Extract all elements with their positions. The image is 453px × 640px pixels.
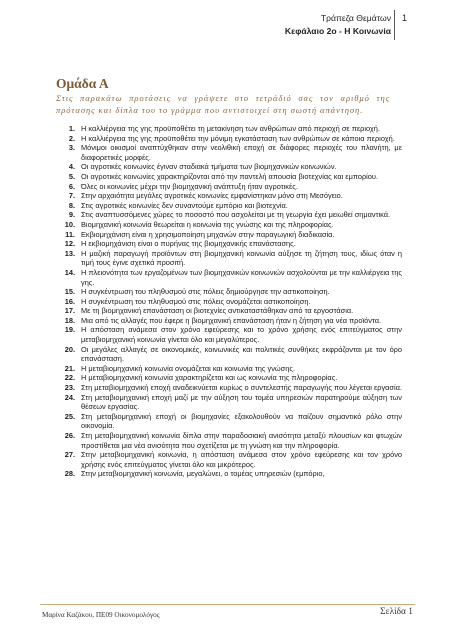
question-number: 5. [68, 171, 75, 181]
question-text: Στη μεταβιομηχανική κοινωνία δίπλα στην παραδοσιακή ανισότητα μεταξύ πλουσίων και φτωχών προστίθεται μια νέα ανισότητα που σχετίζεται με τη γνώση και την πληροφορία. [81, 431, 402, 450]
question-item [54, 268, 402, 287]
question-item [54, 172, 402, 182]
question-text: Η συγκέντρωση του πληθυσμού στις πόλεις ονομάζεται αστικοποίηση. [81, 296, 311, 306]
question-item [54, 124, 402, 134]
question-text: Στη μεταβιομηχανική εποχή μαζί με την αύξηση του τομέα υπηρεσιών παρατηρούμε αύξηση των θέσεων εργασίας. [81, 392, 402, 412]
question-item [54, 383, 402, 393]
question-number: 15. [64, 287, 75, 297]
question-number: 24. [64, 392, 75, 402]
question-item [54, 325, 402, 344]
question-text: Η απόσταση ανάμεσα στον χρόνο εφεύρεσης και το χρόνο χρήσης ενός επιτεύγματος στην μεταβιομηχανική κοινωνία γίνεται όλο και μεγαλύτερος. [81, 325, 402, 345]
question-text: Όλες οι κοινωνίες μέχρι την βιομηχανική ανάπτυξη ήταν αγροτικές. [81, 181, 298, 191]
header-bank-title: Τράπεζα Θεμάτων [320, 13, 391, 23]
question-item [54, 143, 402, 162]
question-text: Η μεταβιομηχανική κοινωνία χαρακτηρίζεται και ως κοινωνία της πληροφορίας. [81, 373, 338, 383]
question-text: Στη μεταβιομηχανική εποχή αναδεικνύεται κυρίως ο συντελεστής παραγωγής που λέγεται εργασία. [81, 383, 402, 393]
question-number: 6. [68, 181, 75, 191]
question-text: Οι μεγάλες αλλαγές σε οικονομικές, κοινωνικές και πολιτικές συνθήκες εκφράζονται με τον όρο επανάσταση. [81, 344, 402, 364]
question-item [54, 364, 402, 374]
question-item [54, 450, 402, 469]
question-number: 17. [64, 306, 75, 316]
question-text: Μια από τις αλλαγές που έφερε η βιομηχανική επανάσταση ήταν η ζήτηση για νέα προϊόντα. [81, 315, 382, 325]
question-text: Στις αναπτυσσόμενες χώρες το ποσοστό που ασχολείται με τη γεωργία έχει μειωθεί σημαντικά. [81, 210, 391, 220]
question-item [54, 210, 402, 220]
question-item [54, 469, 402, 479]
question-item [54, 287, 402, 297]
question-number: 19. [64, 325, 75, 335]
header-divider [394, 10, 395, 40]
question-item [54, 393, 402, 412]
question-number: 11. [65, 229, 75, 239]
question-number: 28. [64, 469, 75, 479]
question-item [54, 306, 402, 316]
question-number: 3. [68, 143, 75, 153]
question-text: Στην μεταβιομηχανική κοινωνία, μεγαλώνει, ο τομέας υπηρεσιών (εμπόριο, [81, 469, 325, 479]
question-number: 8. [68, 200, 75, 210]
question-text: Στη μεταβιομηχανική εποχή οι βιομηχανίες εξακολουθούν να παίζουν σημαντικό ρόλο στην οικονομία. [81, 411, 402, 431]
header-page-number: 1 [402, 13, 408, 23]
question-number: 13. [64, 248, 75, 258]
question-item [54, 220, 402, 230]
group-heading: Ομάδα Α [56, 76, 109, 91]
question-text: Εκβιομηχάνιση είναι η χρησιμοποίηση μηχανών στην παραγωγική διαδικασία. [81, 229, 335, 239]
question-text: Η μεταβιομηχανική κοινωνία ονομάζεται και κοινωνία της γνώσης. [81, 363, 295, 373]
question-text: Η καλλιέργεια της γης προϋποθέτει την μόνιμη εγκατάσταση των ανθρώπων σε κάποια περιοχή. [81, 133, 395, 143]
question-text: Η μαζική παραγωγή προϊόντων στη βιομηχανική κοινωνία αύξησε τη ζήτηση τους, ιδίως όταν η τιμή τους έγινε σχετικά προσιτή. [81, 248, 402, 268]
question-item [54, 297, 402, 307]
question-text: Στην αρχαιότητα μεγάλες αγροτικές κοινωνίες εμφανίστηκαν μόνο στη Μεσόγειο. [81, 191, 343, 201]
question-item [54, 230, 402, 240]
question-number: 22. [64, 373, 75, 383]
question-text: Στην μεταβιομηχανική κοινωνία, η απόσταση ανάμεσα στον χρόνο εφεύρεσης και τον χρόνο χρήσης ενός επιτεύγματος γίνεται όλο και μικρότερος. [81, 450, 402, 469]
question-item [54, 345, 402, 364]
question-number: 4. [68, 162, 75, 172]
question-number: 14. [64, 267, 75, 277]
question-item [54, 316, 402, 326]
question-item [54, 201, 402, 211]
question-item [54, 182, 402, 192]
header-title [285, 12, 391, 38]
question-list [54, 124, 402, 479]
question-number: 21. [64, 363, 75, 373]
question-item [54, 162, 402, 172]
question-text: Η καλλιέργεια της γης προϋποθέτει τη μετακίνηση των ανθρώπων από περιοχή σε περιοχή. [81, 124, 380, 133]
question-item [54, 373, 402, 383]
question-number: 16. [64, 296, 75, 306]
question-number: 27. [64, 450, 75, 460]
question-item [54, 249, 402, 268]
question-text: Με τη βιομηχανική επανάσταση οι βιοτεχνίες αντικαταστάθηκαν από τα εργοστάσια. [81, 306, 354, 316]
question-number: 12. [64, 239, 75, 249]
question-number: 23. [64, 383, 75, 393]
question-number: 26. [64, 431, 75, 440]
question-text: Οι αγροτικές κοινωνίες χαρακτηρίζονται από την παντελή απουσία βιοτεχνίας και εμπορίου. [81, 171, 379, 181]
group-instructions: Στις παρακάτω προτάσεις να γράψετε στο τετράδιό σας τον αριθμό της πρότασης και δίπλα του το γράμμα που αντιστοιχεί στη σωστή απάντηση. [56, 93, 390, 115]
question-number: 10. [64, 219, 75, 229]
question-text: Μόνιμοι οικισμοί αναπτύχθηκαν στην νεολιθική εποχή σε διάφορες περιοχές του πλανήτη, με διαφορετικές μορφές. [81, 143, 402, 162]
question-text: Βιομηχανική κοινωνία θεωρείται η κοινωνία της γνώσης και της πληροφορίας. [81, 219, 334, 229]
question-text: Η συγκέντρωση του πληθυσμού στις πόλεις δημιούργησε την αστικοποίηση. [81, 287, 330, 297]
question-number: 7. [68, 191, 75, 201]
question-number: 18. [64, 315, 75, 325]
question-number: 25. [64, 411, 75, 421]
question-item [54, 134, 402, 144]
question-text: Η εκβιομηχάνιση είναι ο πυρήνας της βιομηχανικής επανάστασης. [81, 239, 296, 249]
question-item [54, 412, 402, 431]
question-item [54, 431, 402, 450]
footer-page-label: Σελίδα 1 [380, 607, 413, 617]
question-number: 9. [68, 210, 75, 220]
question-text: Η πλειονότητα των εργαζομένων των βιομηχανικών κοινωνιών ασχολούνται με την καλλιέργεια της γης. [81, 267, 402, 287]
footer-divider [40, 604, 415, 605]
question-number: 2. [68, 133, 75, 143]
question-number: 1. [68, 124, 75, 133]
footer-author: Μαρίνα Καζάκου, ΠΕ09 Οικονομολόγος [42, 611, 160, 619]
question-text: Οι αγροτικές κοινωνίες έγιναν σταδιακά τμήματα των βιομηχανικών κοινωνιών. [81, 162, 337, 172]
header-chapter-title: Κεφάλαιο 2ο - Η Κοινωνία [284, 26, 391, 36]
question-item [54, 239, 402, 249]
question-text: Στις αγροτικές κοινωνίες δεν συναντούμε εμπόριο και βιοτεχνία. [81, 200, 288, 210]
question-number: 20. [64, 344, 75, 354]
question-item [54, 191, 402, 201]
